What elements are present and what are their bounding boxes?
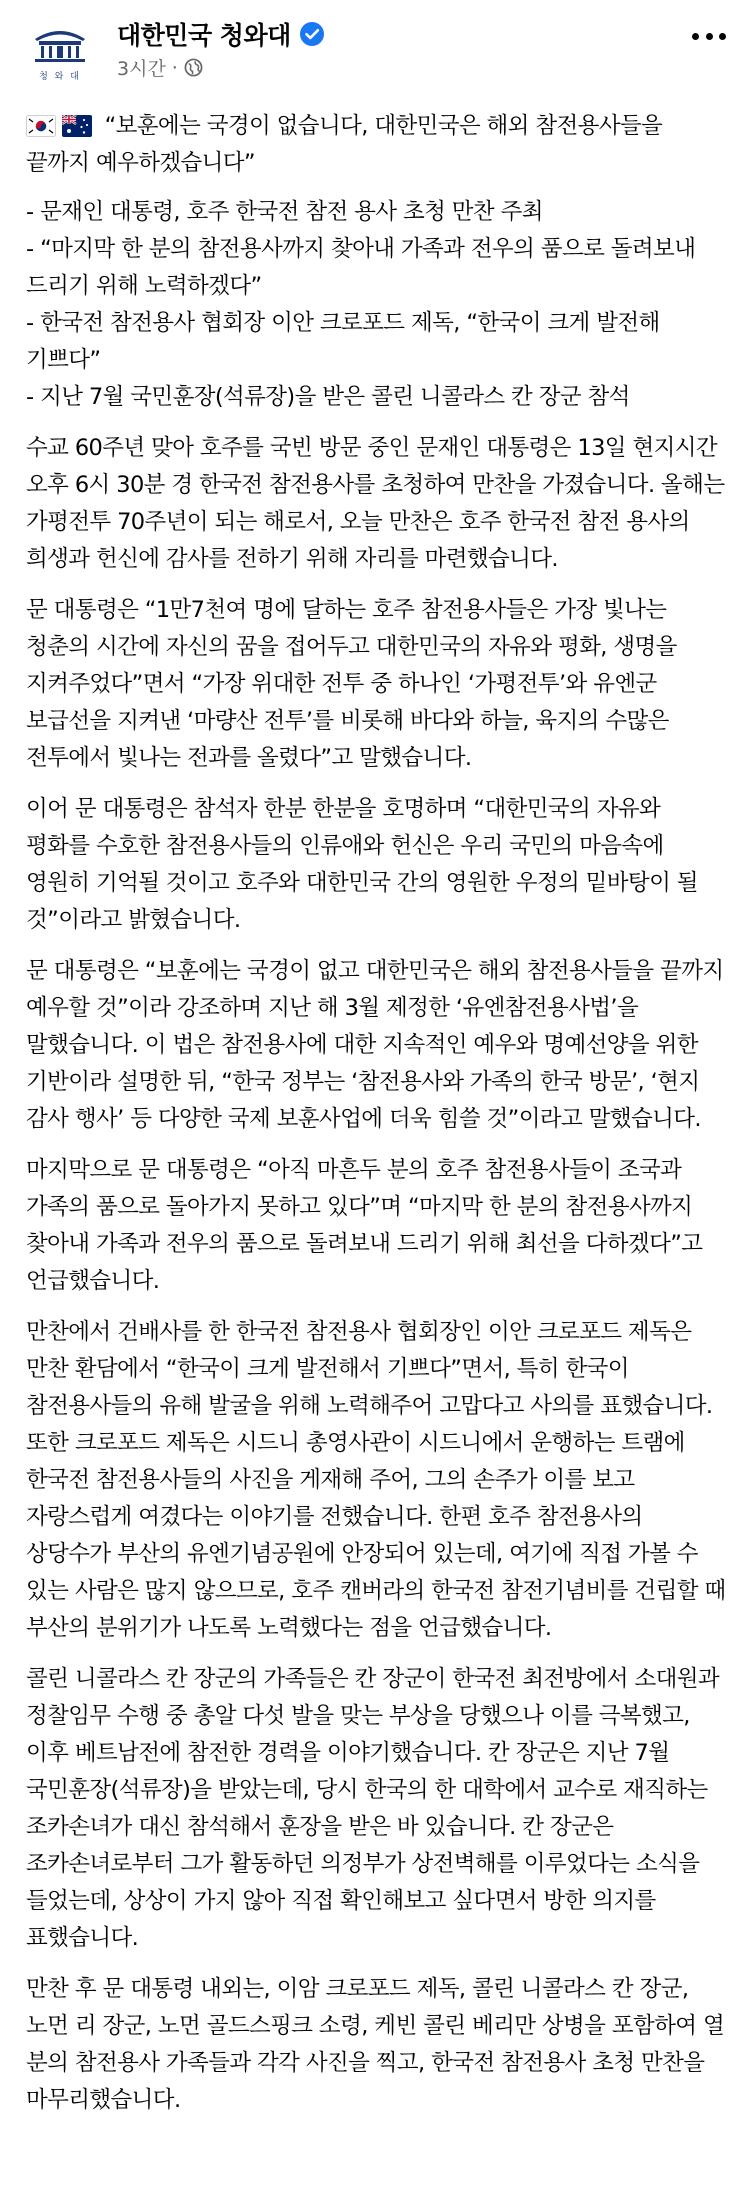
post-paragraph: 수교 60주년 맞아 호주를 국빈 방문 중인 문재인 대통령은 13일 현지시간 오후 6시 30분 경 한국전 참전용사를 초청하여 만찬을 가졌습니다. 올해는 가평전투 70주년이 되는 해로서, 오늘 만찬은 호주 한국전 참전 용사의 희생과 헌신에 감사를 전하기 위해 자리를 마련했습니다.	[26, 435, 725, 572]
post-body	[26, 108, 730, 2133]
more-dot	[692, 33, 699, 40]
page-name[interactable]: 대한민국 청와대	[117, 21, 291, 50]
post-headline: “보훈에는 국경이 없습니다, 대한민국은 해외 참전용사들을 끝까지 예우하겠습니다”	[26, 113, 663, 176]
australia-flag-icon	[62, 115, 92, 137]
bullet-item: - 지난 7월 국민훈장(석류장)을 받은 콜린 니콜라스 칸 장군 참석	[26, 384, 630, 410]
post-paragraph: 이어 문 대통령은 참석자 한분 한분을 호명하며 “대한민국의 자유와 평화를 수호한 참전용사들의 인류애와 헌신은 우리 국민의 마음속에 영원히 기억될 것이고 호주와 대한민국 간의 영원한 우정의 밑바탕이 될 것”이라고 밝혔습니다.	[26, 796, 698, 933]
post-paragraph: 마지막으로 문 대통령은 “아직 마흔두 분의 호주 참전용사들이 조국과 가족의 품으로 돌아가지 못하고 있다”며 “마지막 한 분의 참전용사까지 찾아내 가족과 전우의 품으로 돌려보내 드리기 위해 최선을 다하겠다”고 언급했습니다.	[26, 1157, 703, 1294]
more-dot	[706, 33, 713, 40]
verified-badge-icon	[299, 21, 325, 47]
post-paragraph: 만찬 후 문 대통령 내외는, 이암 크로포드 제독, 콜린 니콜라스 칸 장군, 노먼 리 장군, 노먼 골드스핑크 소령, 케빈 콜린 베리만 상병을 포함하여 열 분의 참전용사 가족들과 각각 사진을 찍고, 한국전 참전용사 초청 만찬을 마무리했습니다.	[26, 1976, 725, 2113]
bullet-item: - 문재인 대통령, 호주 한국전 참전 용사 초청 만찬 주최	[26, 199, 543, 225]
post-headline-paragraph	[26, 108, 730, 182]
post-paragraph: 문 대통령은 “1만7천여 명에 달하는 호주 참전용사들은 가장 빛나는 청춘의 시간에 자신의 꿈을 접어두고 대한민국의 자유와 평화, 생명을 지켜주었다”면서 “가장 위대한 전투 중 하나인 ‘가평전투’와 유엔군 보급선을 지켜낸 ‘마량산 전투’를 비롯해 바다와 하늘, 육지의 수많은 전투에서 빛나는 전과를 올렸다”고 말했습니다.	[26, 597, 677, 771]
page-name-row	[117, 16, 325, 52]
blue-house-logo-icon	[27, 19, 93, 67]
bullet-item: - “마지막 한 분의 참전용사까지 찾아내 가족과 전우의 품으로 돌려보내 드리기 위해 노력하겠다”	[26, 236, 696, 299]
post-paragraph: 문 대통령은 “보훈에는 국경이 없고 대한민국은 해외 참전용사들을 끝까지 예우할 것”이라 강조하며 지난 해 3월 제정한 ‘유엔참전용사법’을 말했습니다. 이 법은 참전용사에 대한 지속적인 예우와 명예선양을 위한 기반이라 설명한 뒤, “한국 정부는 ‘참전용사와 가족의 한국 방문’, ‘현지 감사 행사’ 등 다양한 국제 보훈사업에 더욱 힘쓸 것”이라고 말했습니다.	[26, 958, 724, 1132]
more-dot	[719, 33, 726, 40]
south-korea-flag-icon	[26, 115, 56, 137]
avatar-caption: 청 와 대	[39, 71, 81, 82]
post-paragraph: 콜린 니콜라스 칸 장군의 가족들은 칸 장군이 한국전 최전방에서 소대원과 정찰임무 수행 중 총알 다섯 발을 맞는 부상을 당했으나 이를 극복했고, 이후 베트남전에 참전한 경력을 이야기했습니다. 칸 장군은 지난 7월 국민훈장(석류장)을 받았는데, 당시 한국의 한 대학에서 교수로 재직하는 조카손녀가 대신 참석해서 훈장을 받은 바 있습니다. 칸 장군은 조카손녀로부터 그가 활동하던 의정부가 상전벽해를 이루었다는 소식을 들었는데, 상상이 가지 않아 직접 확인해보고 싶다면서 방한 의지를 표했습니다.	[26, 1666, 720, 1951]
post-meta	[117, 54, 203, 81]
post-bullets	[26, 194, 730, 416]
bullet-item: - 한국전 참전용사 협회장 이안 크로포드 제독, “한국이 크게 발전해 기쁘다”	[26, 310, 660, 373]
post-paragraph: 만찬에서 건배사를 한 한국전 참전용사 협회장인 이안 크로포드 제독은 만찬 환담에서 “한국이 크게 발전해서 기쁘다”면서, 특히 한국이 참전용사들의 유해 발굴을 위해 노력해주어 고맙다고 사의를 표했습니다. 또한 크로포드 제독은 시드니 총영사관이 시드니에서 운행하는 트램에 한국전 참전용사들의 사진을 게재해 주어, 그의 손주가 이를 보고 자랑스럽게 여겼다는 이야기를 전했습니다. 한편 호주 참전용사의 상당수가 부산의 유엔기념공원에 안장되어 있는데, 여기에 직접 가볼 수 있는 사람은 많지 않으므로, 호주 캔버라의 한국전 참전기념비를 건립할 때 부산의 분위기가 나도록 노력했다는 점을 언급했습니다.	[26, 1319, 726, 1641]
post-header	[0, 0, 750, 96]
globe-icon[interactable]	[184, 58, 203, 77]
meta-separator: ·	[171, 56, 178, 79]
more-options-icon[interactable]	[692, 26, 726, 46]
page-avatar[interactable]	[20, 12, 100, 88]
post-timestamp[interactable]: 3시간	[117, 58, 166, 80]
